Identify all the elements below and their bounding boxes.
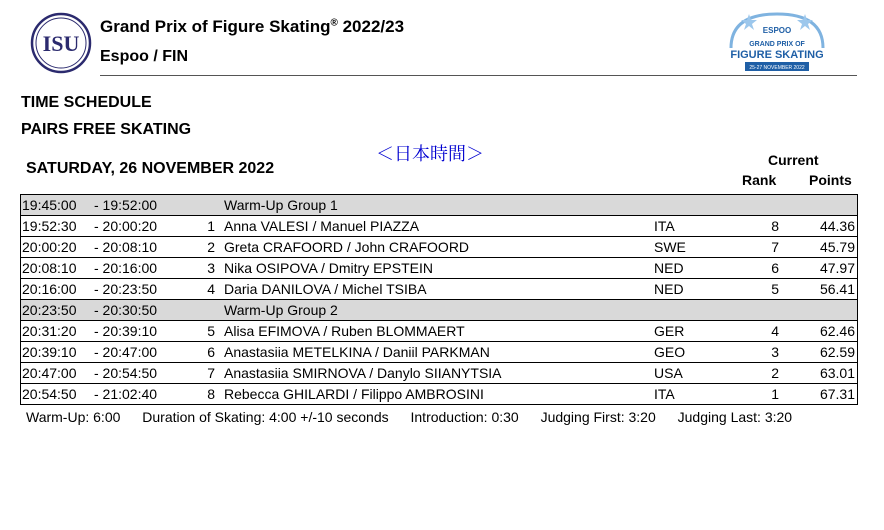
svg-text:25-27 NOVEMBER 2022: 25-27 NOVEMBER 2022 <box>749 65 805 71</box>
skater-names: Anna VALESI / Manuel PIAZZA <box>224 218 420 234</box>
start-time: 20:54:50 <box>22 386 77 402</box>
schedule-table <box>20 194 858 405</box>
start-time: 20:23:50 <box>22 302 77 318</box>
end-time: - 20:16:00 <box>94 260 158 276</box>
end-time: - 20:39:10 <box>94 323 158 339</box>
skater-names: Daria DANILOVA / Michel TSIBA <box>224 281 427 297</box>
current-rank: 1 <box>771 386 779 402</box>
svg-text:GRAND PRIX OF: GRAND PRIX OF <box>749 41 805 48</box>
current-points: 62.59 <box>819 344 855 360</box>
current-points: 62.46 <box>819 323 855 339</box>
current-rank: 3 <box>771 344 779 360</box>
skater-row <box>20 237 858 258</box>
skater-row <box>20 363 858 384</box>
skater-row <box>20 342 858 363</box>
current-points: 44.36 <box>819 218 855 234</box>
start-number: 6 <box>207 344 215 360</box>
start-time: 20:39:10 <box>22 344 77 360</box>
warmup-label: Warm-Up Group 2 <box>224 302 338 318</box>
start-time: 19:45:00 <box>22 197 77 213</box>
current-rank: 7 <box>771 239 779 255</box>
skater-row <box>20 216 858 237</box>
event-place: Espoo / FIN <box>100 48 188 65</box>
timing-footer <box>26 409 810 425</box>
start-number: 1 <box>207 218 215 234</box>
current-points: 45.79 <box>819 239 855 255</box>
skater-names: Nika OSIPOVA / Dmitry EPSTEIN <box>224 260 434 276</box>
end-time: - 20:54:50 <box>94 365 158 381</box>
start-number: 8 <box>207 386 215 402</box>
warmup-label: Warm-Up Group 1 <box>224 197 338 213</box>
svg-text:ESPOO: ESPOO <box>762 26 792 35</box>
nation: GEO <box>654 344 686 360</box>
current-rank: 6 <box>771 260 779 276</box>
skater-row <box>20 258 858 279</box>
nation: ITA <box>654 218 675 234</box>
nation: ITA <box>654 386 675 402</box>
footer-judging-first: Judging First: 3:20 <box>540 409 656 425</box>
footer-warmup: Warm-Up: 6:00 <box>26 409 121 425</box>
current-rank: 5 <box>771 281 779 297</box>
warmup-row <box>20 195 858 216</box>
end-time: - 20:47:00 <box>94 344 158 360</box>
current-rank: 2 <box>771 365 779 381</box>
timezone-note: ＜日本時間＞ <box>376 144 484 165</box>
skater-names: Rebecca GHILARDI / Filippo AMBROSINI <box>224 386 484 402</box>
column-header-rank: Rank <box>742 172 777 188</box>
end-time: - 19:52:00 <box>94 197 158 213</box>
end-time: - 20:23:50 <box>94 281 158 297</box>
end-time: - 20:08:10 <box>94 239 158 255</box>
nation: NED <box>654 281 684 297</box>
day-title: SATURDAY, 26 NOVEMBER 2022 <box>26 160 275 177</box>
start-time: 19:52:30 <box>22 218 77 234</box>
start-number: 3 <box>207 260 215 276</box>
start-time: 20:31:20 <box>22 323 77 339</box>
current-points: 67.31 <box>819 386 855 402</box>
column-header-current: Current <box>768 152 819 168</box>
end-time: - 20:30:50 <box>94 302 158 318</box>
start-number: 2 <box>207 239 215 255</box>
warmup-row <box>20 300 858 321</box>
skater-names: Alisa EFIMOVA / Ruben BLOMMAERT <box>224 323 465 339</box>
start-time: 20:47:00 <box>22 365 77 381</box>
segment-title: PAIRS FREE SKATING <box>21 121 192 138</box>
start-time: 20:00:20 <box>22 239 77 255</box>
footer-introduction: Introduction: 0:30 <box>410 409 519 425</box>
skater-names: Greta CRAFOORD / John CRAFOORD <box>224 239 470 255</box>
grand-prix-espoo-logo <box>725 8 829 78</box>
svg-text:FIGURE SKATING: FIGURE SKATING <box>730 49 824 61</box>
end-time: - 20:00:20 <box>94 218 158 234</box>
header-divider <box>100 75 857 76</box>
svg-text:ISU: ISU <box>42 31 80 56</box>
current-points: 56.41 <box>819 281 855 297</box>
start-number: 4 <box>207 281 215 297</box>
start-time: 20:08:10 <box>22 260 77 276</box>
column-header-points: Points <box>809 172 852 188</box>
footer-judging-last: Judging Last: 3:20 <box>677 409 793 425</box>
nation: SWE <box>654 239 686 255</box>
start-number: 7 <box>207 365 215 381</box>
start-number: 5 <box>207 323 215 339</box>
skater-row <box>20 384 858 405</box>
nation: GER <box>654 323 685 339</box>
end-time: - 21:02:40 <box>94 386 158 402</box>
nation: USA <box>654 365 683 381</box>
nation: NED <box>654 260 684 276</box>
isu-logo <box>30 12 92 74</box>
schedule-title: TIME SCHEDULE <box>21 94 152 111</box>
current-points: 47.97 <box>819 260 855 276</box>
event-title: Grand Prix of Figure Skating® 2022/23 <box>100 17 405 36</box>
current-points: 63.01 <box>819 365 855 381</box>
current-rank: 8 <box>771 218 779 234</box>
footer-duration: Duration of Skating: 4:00 +/-10 seconds <box>142 409 389 425</box>
skater-names: Anastasiia SMIRNOVA / Danylo SIIANYTSIA <box>224 365 502 381</box>
current-rank: 4 <box>771 323 779 339</box>
skater-row <box>20 321 858 342</box>
skater-names: Anastasiia METELKINA / Daniil PARKMAN <box>224 344 490 360</box>
start-time: 20:16:00 <box>22 281 77 297</box>
skater-row <box>20 279 858 300</box>
